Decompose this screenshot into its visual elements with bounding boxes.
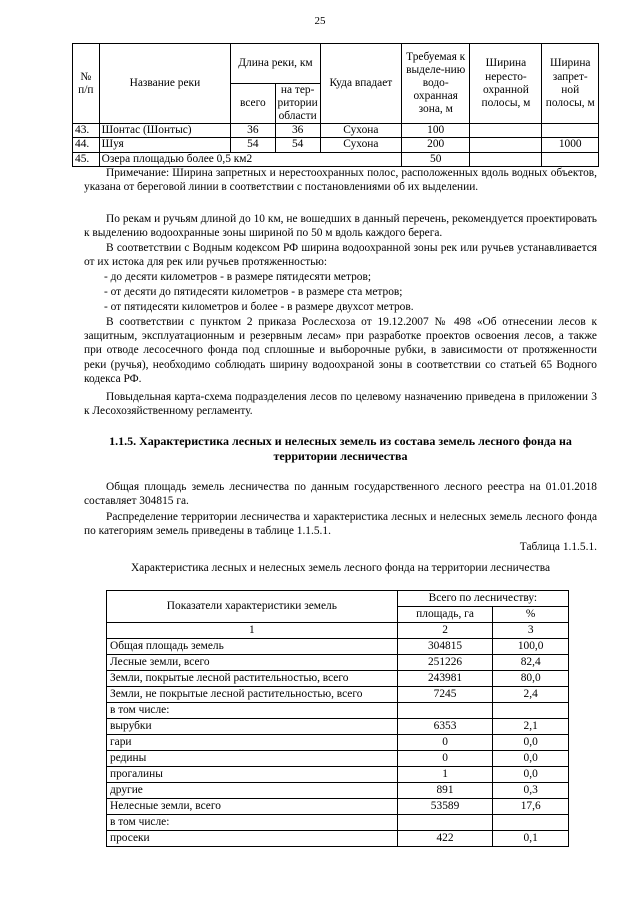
table-row: [107, 639, 569, 655]
paragraph: По рекам и ручьям длиной до 10 км, не вошедших в данный перечень, рекомендуется проектировать к выделению водоохранные зоны шириной по 50 м вдоль каждого берега.: [84, 213, 597, 240]
paragraph: Общая площадь земель лесничества по данным государственного лесного реестра на 01.01.2018 составляет 304815 га.: [84, 481, 597, 508]
table-row: [107, 751, 569, 767]
cell-indicator: гари: [107, 735, 398, 751]
cell-spawn: [470, 138, 542, 152]
cell-region: 36: [275, 124, 320, 138]
table-row: [107, 703, 569, 719]
paragraph: В соответствии с Водным кодексом РФ ширина водоохранной зоны рек или ручьев устанавливается от их истока для рек или ручьев протяженностью:: [84, 242, 597, 269]
table-row: [107, 687, 569, 703]
table-row: [107, 735, 569, 751]
cell-into: Сухона: [320, 124, 401, 138]
cell-pct: 0,0: [493, 735, 569, 751]
header-flows-into: Куда впадает: [320, 44, 401, 124]
page-number: 25: [314, 15, 326, 27]
cell-pct: 2,1: [493, 719, 569, 735]
cell-indicator: Общая площадь земель: [107, 639, 398, 655]
cell-area: 0: [397, 735, 493, 751]
table-caption: Характеристика лесных и нелесных земель лесного фонда на территории лесничества: [130, 562, 551, 574]
cell-spawn: [470, 124, 542, 138]
header-num: № п/п: [73, 44, 100, 124]
header-length-region: на тер-ритории области: [275, 84, 320, 124]
cell-pct: [493, 815, 569, 831]
table-row: [107, 767, 569, 783]
cell-zone: 50: [401, 152, 469, 166]
cell-indicator: Лесные земли, всего: [107, 655, 398, 671]
cell-indicator: другие: [107, 783, 398, 799]
table-row: [107, 719, 569, 735]
table-row: [73, 138, 599, 152]
cell-pct: 17,6: [493, 799, 569, 815]
cell-indicator: в том числе:: [107, 815, 398, 831]
header-indicator: Показатели характеристики земель: [107, 591, 398, 623]
header-total: Всего по лесничеству:: [397, 591, 568, 607]
cell-region: 54: [275, 138, 320, 152]
list-item: - до десяти километров - в размере пятидесяти метров;: [104, 271, 372, 283]
cell-area: 0: [397, 751, 493, 767]
paragraph: Повыдельная карта-схема подразделения лесов по целевому назначению приведена в приложении 3 к Лесохозяйственному регламенту.: [84, 391, 597, 418]
cell-total: 54: [231, 138, 275, 152]
col-num: 3: [493, 623, 569, 639]
land-table: [106, 590, 569, 847]
paragraph: В соответствии с пунктом 2 приказа Рослесхоза от 19.12.2007 № 498 «Об отнесении лесов к защитным, эксплуатационным и резервным лесам» при разработке проектов освоения лесов, а также при отводе лесосечного фонда под сплошные и выборочные рубки, в зависимости от протяженности реки (ручья), необходимо соблюдать ширину водоохраной зоны в соответствии со статьей 65 Водного кодекса РФ.: [84, 316, 597, 385]
cell-indicator: в том числе:: [107, 703, 398, 719]
cell-num: 45.: [73, 152, 100, 166]
cell-area: 7245: [397, 687, 493, 703]
cell-forbid: [542, 152, 599, 166]
rivers-table: [72, 43, 599, 167]
cell-spawn: [470, 152, 542, 166]
table-row: [73, 124, 599, 138]
table-row: [107, 655, 569, 671]
cell-area: 53589: [397, 799, 493, 815]
col-num: 2: [397, 623, 493, 639]
cell-indicator: Земли, покрытые лесной растительностью, всего: [107, 671, 398, 687]
cell-area: 243981: [397, 671, 493, 687]
cell-area: 422: [397, 831, 493, 847]
cell-indicator: просеки: [107, 831, 398, 847]
cell-into: Сухона: [320, 138, 401, 152]
cell-forbid: [542, 124, 599, 138]
cell-num: 44.: [73, 138, 100, 152]
header-length: Длина реки, км: [231, 44, 321, 84]
note-paragraph: Примечание: Ширина запретных и нерестоохранных полос, расположенных вдоль водных объектов, указана от береговой линии в соответствии с постановлениями об их выделении.: [84, 167, 597, 194]
cell-name: Озера площадью более 0,5 км2: [99, 152, 401, 166]
cell-pct: 80,0: [493, 671, 569, 687]
cell-indicator: прогалины: [107, 767, 398, 783]
cell-total: 36: [231, 124, 275, 138]
header-name: Название реки: [99, 44, 231, 124]
cell-num: 43.: [73, 124, 100, 138]
header-pct: %: [493, 607, 569, 623]
cell-indicator: Нелесные земли, всего: [107, 799, 398, 815]
header-area: площадь, га: [397, 607, 493, 623]
cell-indicator: редины: [107, 751, 398, 767]
cell-indicator: Земли, не покрытые лесной растительностью, всего: [107, 687, 398, 703]
table-row: [107, 831, 569, 847]
cell-area: 6353: [397, 719, 493, 735]
cell-pct: 0,0: [493, 751, 569, 767]
cell-area: 251226: [397, 655, 493, 671]
cell-forbid: 1000: [542, 138, 599, 152]
cell-pct: 2,4: [493, 687, 569, 703]
cell-pct: 0,3: [493, 783, 569, 799]
cell-pct: 0,1: [493, 831, 569, 847]
cell-pct: [493, 703, 569, 719]
cell-pct: 100,0: [493, 639, 569, 655]
cell-name: Шонтас (Шонтыс): [99, 124, 231, 138]
header-spawn-strip: Ширина нересто-охранной полосы, м: [470, 44, 542, 124]
table-row: [107, 783, 569, 799]
cell-pct: 0,0: [493, 767, 569, 783]
cell-pct: 82,4: [493, 655, 569, 671]
section-heading: 1.1.5. Характеристика лесных и нелесных земель из состава земель лесного фонда на территории лесничества: [109, 434, 572, 463]
header-water-zone: Требуемая к выделе-нию водо-охранная зона, м: [401, 44, 469, 124]
paragraph: Распределение территории лесничества и характеристика лесных и нелесных земель лесного фонда по категориям земель приведены в таблице 1.1.5.1.: [84, 511, 597, 538]
col-num: 1: [107, 623, 398, 639]
table-row: [107, 799, 569, 815]
cell-indicator: вырубки: [107, 719, 398, 735]
table-row: [107, 671, 569, 687]
cell-zone: 200: [401, 138, 469, 152]
cell-area: [397, 815, 493, 831]
cell-area: 891: [397, 783, 493, 799]
cell-area: 304815: [397, 639, 493, 655]
list-item: - от десяти до пятидесяти километров - в размере ста метров;: [104, 286, 403, 298]
table-row: [73, 152, 599, 166]
cell-area: 1: [397, 767, 493, 783]
list-item: - от пятидесяти километров и более - в размере двухсот метров.: [104, 301, 414, 313]
header-length-total: всего: [231, 84, 275, 124]
cell-area: [397, 703, 493, 719]
cell-name: Шуя: [99, 138, 231, 152]
table-row: [107, 815, 569, 831]
table-label: Таблица 1.1.5.1.: [519, 541, 597, 553]
header-forbidden-strip: Ширина запрет-ной полосы, м: [542, 44, 599, 124]
cell-zone: 100: [401, 124, 469, 138]
